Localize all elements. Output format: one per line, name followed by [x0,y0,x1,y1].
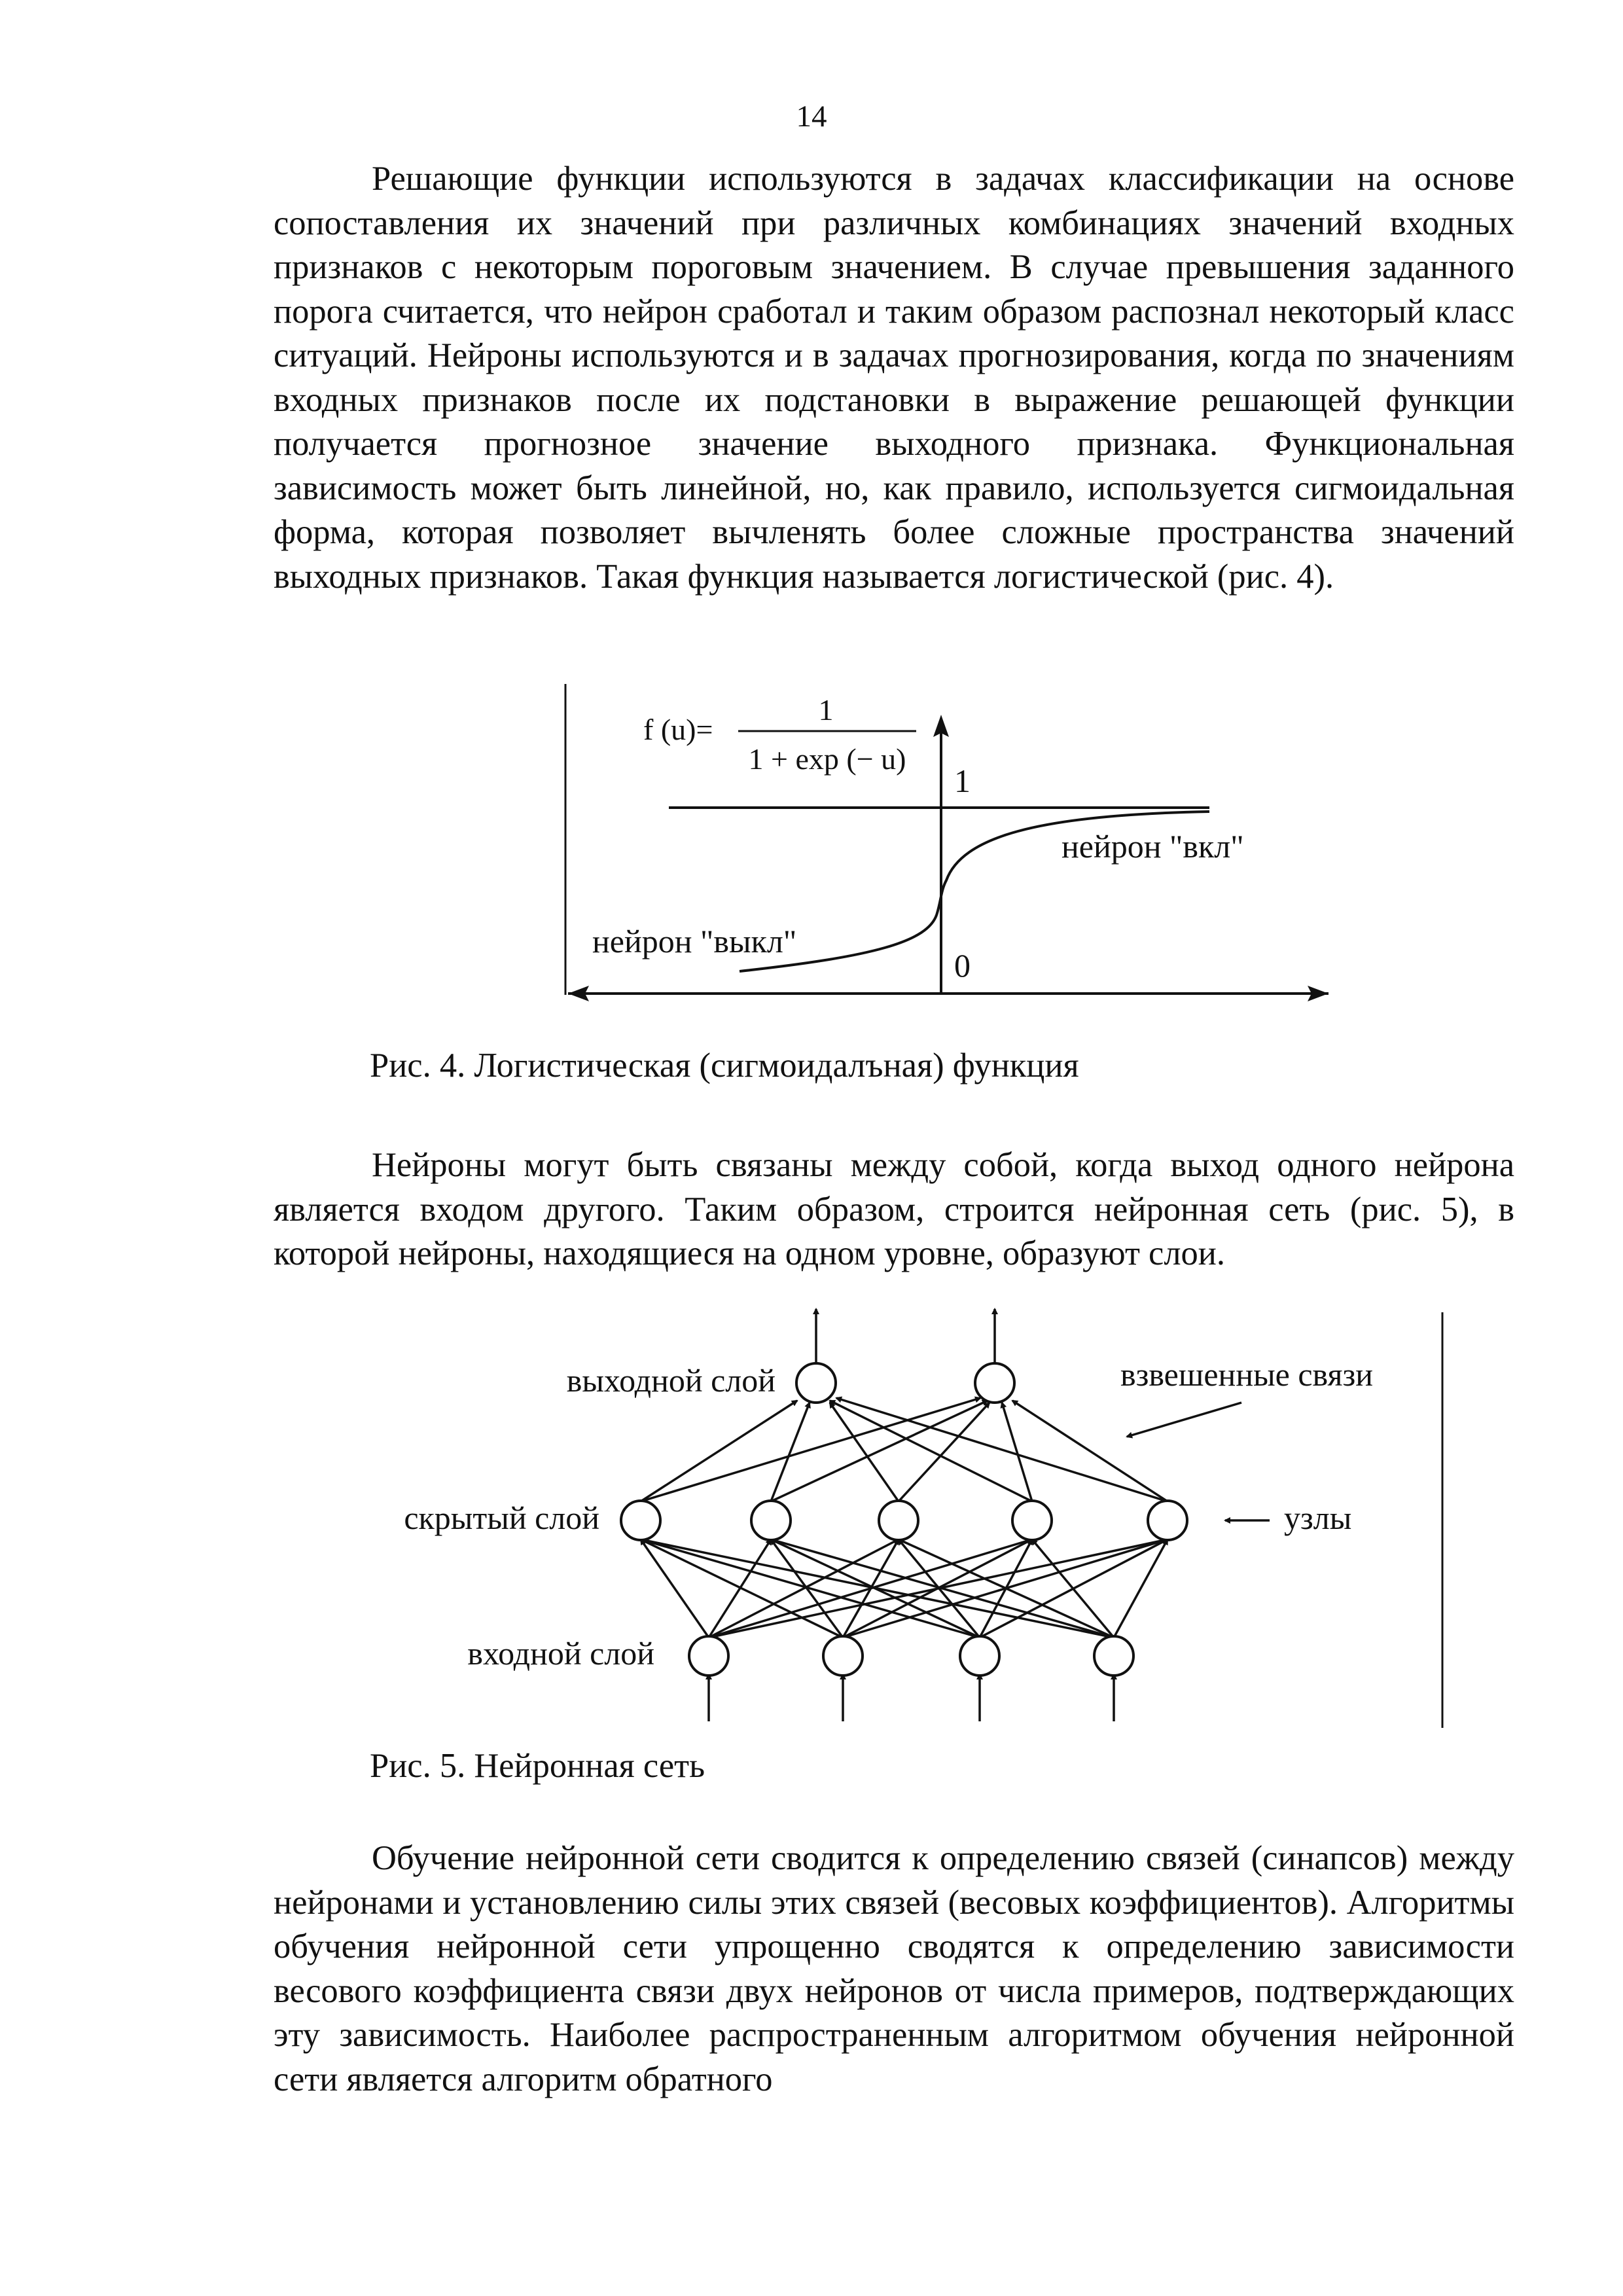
output-node-2 [975,1363,1014,1403]
paragraph-3-text: Обучение нейронной сети сводится к определению связей (синапсов) между нейронами и установлению силы этих связей (весовых коэффициентов). Алгоритмы обучения нейронной сети упрощенно сводятся к определению зависимости весового коэффициента связи двух нейронов от числа примеров, подтверждающих эту зависимость. Наиболее распространенным алгоритмом обучения нейронной сети является алгоритм обратного [274,1839,1514,2098]
label-hidden-layer: скрытый слой [404,1499,599,1536]
weighted-links-pointer-arrow [1127,1403,1241,1437]
input-node-1 [689,1636,728,1676]
paragraph-2-text: Нейроны могут быть связаны между собой, когда выход одного нейрона является входом другого. Таким образом, строится нейронная сеть (рис. 5), в которой нейроны, находящиеся на одном уровне, образуют слои. [274,1146,1514,1272]
edge-input1-hidden1 [641,1539,709,1638]
figure-4-label-neuron-off: нейрон "выкл" [592,923,797,960]
figure-4-label-one: 1 [954,762,971,799]
figure-4-formula-numerator: 1 [818,693,834,726]
input-node-2 [823,1636,863,1676]
edge-hidden4-output1 [830,1401,1032,1501]
figure-5-nodes [621,1363,1187,1676]
page-number: 14 [796,99,827,134]
edge-hidden1-output1 [641,1401,797,1501]
hidden-node-3 [879,1501,918,1540]
hidden-node-5 [1148,1501,1187,1540]
hidden-node-1 [621,1501,660,1540]
output-node-1 [796,1363,836,1403]
label-input-layer: входной слой [467,1635,654,1672]
figure-4-caption: Рис. 4. Логистическая (сигмоидалъная) функция [370,1047,1079,1085]
edge-input4-hidden2 [771,1539,1114,1638]
figure-4-formula-lhs: f (u)= [643,713,713,746]
label-nodes: узлы [1284,1499,1352,1536]
input-node-3 [960,1636,999,1676]
paragraph-3 [274,1837,1514,2102]
edge-hidden5-output2 [1012,1401,1168,1501]
label-weighted-links: взвешенные связи [1120,1356,1374,1393]
figure-4-formula-denominator: 1 + exp (− u) [748,742,906,776]
paragraph-1-text: Решающие функции используются в задачах классификации на основе сопоставления их значений при различных комбинациях значений входных признаков с некоторым пороговым значением. В случае превышения заданного порога считается, что нейрон сработал и таким образом распознал некоторый класс ситуаций. Нейроны используются и в задачах прогнозирования, когда по значениям входных признаков после их подстановки в выражение решающей функции получается прогнозное значение выходного признака. Функциональная зависимость может быть линейной, но, как правило, используется сигмоидальная форма, которая позволяет вычленять более сложные пространства значений выходных признаков. Такая функция называется логистической (рис. 4). [274,160,1514,596]
figure-4-label-neuron-on: нейрон "вкл" [1061,828,1244,865]
edge-hidden3-output2 [899,1403,990,1501]
hidden-node-2 [751,1501,791,1540]
input-node-4 [1094,1636,1133,1676]
label-output-layer: выходной слой [566,1362,776,1399]
figure-4-label-zero: 0 [954,947,971,984]
figure-5-caption: Рис. 5. Нейронная сеть [370,1747,705,1785]
hidden-node-4 [1012,1501,1052,1540]
